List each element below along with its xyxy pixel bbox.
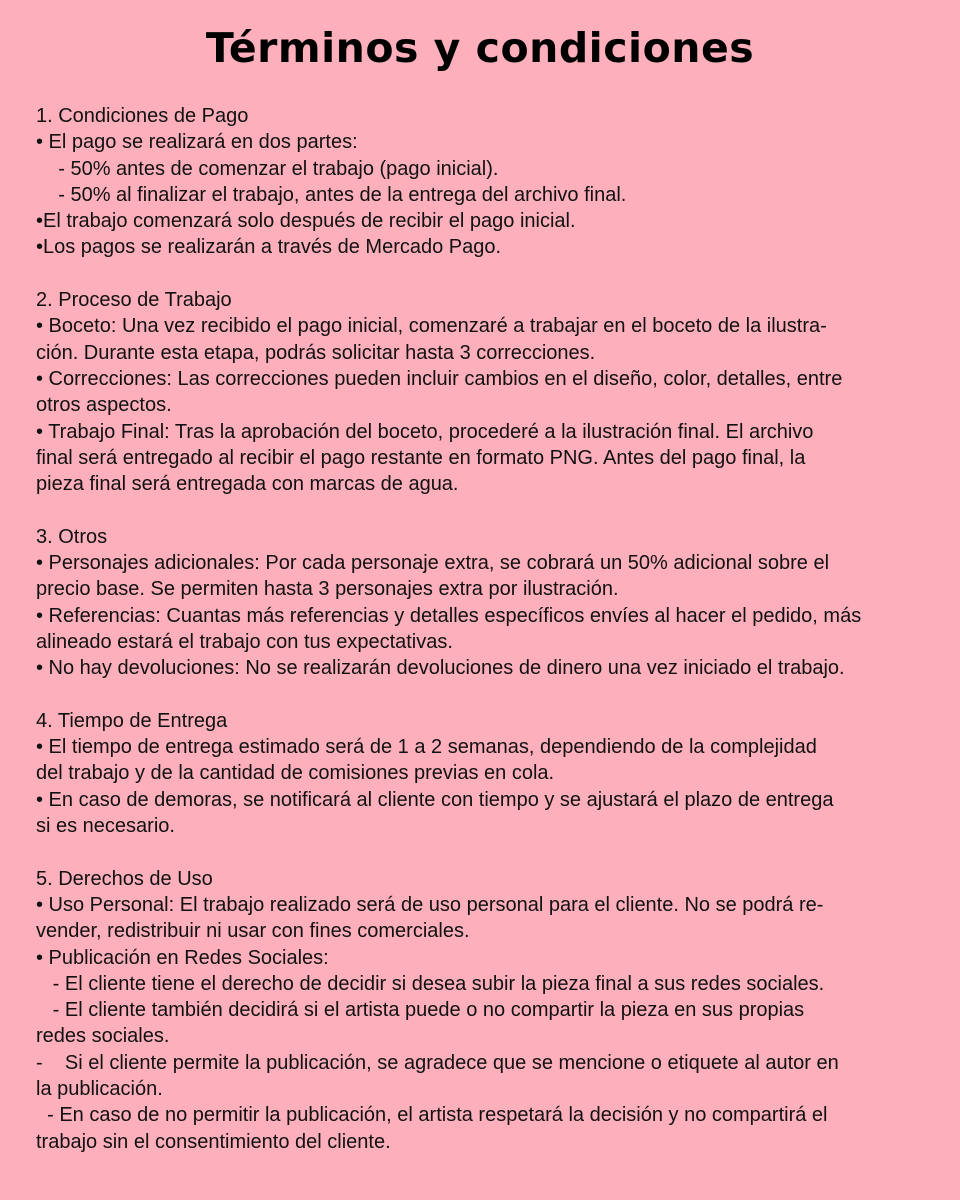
section-spacer [36, 682, 954, 708]
section-line: •El trabajo comenzará solo después de recibir el pago inicial. [36, 210, 576, 233]
section-line: - 50% antes de comenzar el trabajo (pago inicial). [36, 157, 499, 180]
section-heading: 2. Proceso de Trabajo [36, 289, 232, 312]
page-title: Términos y condiciones [205, 24, 755, 72]
section-line: • Uso Personal: El trabajo realizado será de uso personal para el cliente. No se podrá re- [36, 893, 824, 916]
section-line: pieza final será entregada con marcas de agua. [36, 473, 459, 496]
section-line: • Referencias: Cuantas más referencias y detalles específicos envíes al hacer el pedido, más [36, 604, 862, 627]
section-delivery-time [36, 708, 954, 839]
section-line: •Los pagos se realizarán a través de Mercado Pago. [36, 236, 502, 259]
section-line: • En caso de demoras, se notificará al cliente con tiempo y se ajustará el plazo de entrega [36, 788, 834, 811]
section-line: del trabajo y de la cantidad de comisiones previas en cola. [36, 762, 555, 785]
section-line: - 50% al finalizar el trabajo, antes de la entrega del archivo final. [36, 183, 627, 206]
section-heading: 1. Condiciones de Pago [36, 105, 249, 127]
section-line: otros aspectos. [36, 394, 172, 417]
terms-body [36, 103, 954, 1155]
section-line: • No hay devoluciones: No se realizarán devoluciones de dinero una vez iniciado el trabajo. [36, 657, 845, 680]
section-line: • Publicación en Redes Sociales: [36, 946, 329, 969]
section-line: alineado estará el trabajo con tus expectativas. [36, 630, 453, 653]
section-line: • Boceto: Una vez recibido el pago inicial, comenzaré a trabajar en el boceto de la ilustra- [36, 315, 827, 338]
section-line: • El pago se realizará en dos partes: [36, 131, 358, 154]
section-payment [36, 103, 954, 261]
section-spacer [36, 839, 954, 865]
section-work-process [36, 287, 954, 497]
section-line: - El cliente también decidirá si el artista puede o no compartir la pieza en sus propias [36, 999, 805, 1022]
section-heading: 3. Otros [36, 525, 108, 548]
section-line: ción. Durante esta etapa, podrás solicitar hasta 3 correcciones. [36, 341, 596, 364]
section-line: final será entregado al recibir el pago restante en formato PNG. Antes del pago final, la [36, 446, 806, 469]
section-spacer [36, 497, 954, 523]
section-line: la publicación. [36, 1077, 163, 1100]
section-line: • Trabajo Final: Tras la aprobación del boceto, procederé a la ilustración final. El archivo [36, 420, 814, 443]
section-line: - Si el cliente permite la publicación, se agradece que se mencione o etiquete al autor en [36, 1051, 839, 1074]
section-line: • Personajes adicionales: Por cada personaje extra, se cobrará un 50% adicional sobre el [36, 552, 830, 575]
section-line: precio base. Se permiten hasta 3 personajes extra por ilustración. [36, 578, 619, 601]
section-line: si es necesario. [36, 815, 175, 838]
section-line: • El tiempo de entrega estimado será de 1 a 2 semanas, dependiendo de la complejidad [36, 736, 817, 759]
section-usage-rights [36, 866, 954, 1155]
section-heading: 4. Tiempo de Entrega [36, 709, 228, 732]
section-heading: 5. Derechos de Uso [36, 867, 213, 890]
section-line: - El cliente tiene el derecho de decidir si desea subir la pieza final a sus redes sociales. [36, 972, 825, 995]
section-line: - En caso de no permitir la publicación, el artista respetará la decisión y no compartirá el [36, 1104, 828, 1127]
section-line: redes sociales. [36, 1025, 170, 1048]
section-others [36, 524, 954, 682]
section-line: trabajo sin el consentimiento del cliente. [36, 1130, 391, 1153]
section-line: • Correcciones: Las correcciones pueden incluir cambios en el diseño, color, detalles, entre [36, 367, 843, 390]
section-spacer [36, 261, 954, 287]
section-line: vender, redistribuir ni usar con fines comerciales. [36, 920, 470, 943]
